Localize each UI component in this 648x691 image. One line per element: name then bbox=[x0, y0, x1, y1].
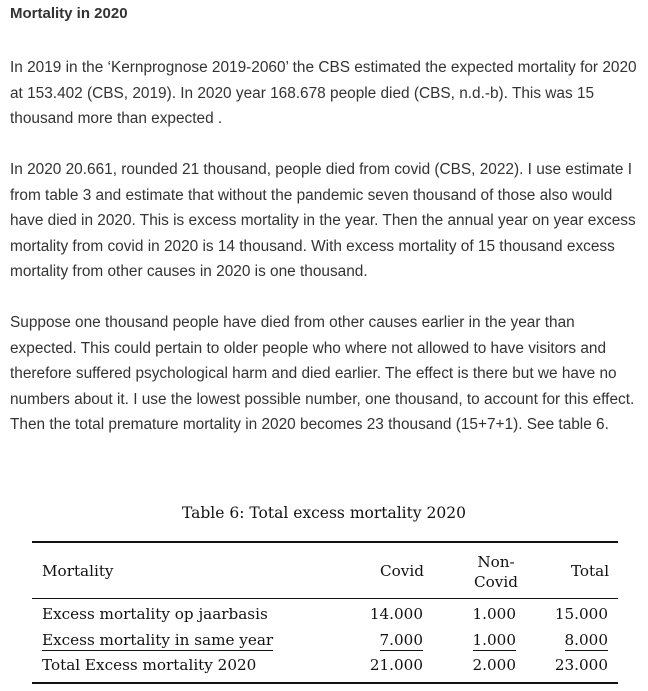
table-row bbox=[0, 656, 648, 678]
cell-total bbox=[528, 631, 608, 649]
row-label: Excess mortality op jaarbasis bbox=[42, 605, 268, 623]
table-caption-number: Table 6: bbox=[182, 504, 245, 522]
row-label bbox=[42, 631, 273, 649]
row-label-text: Excess mortality in same year bbox=[42, 631, 274, 649]
cell-covid bbox=[343, 631, 423, 649]
table-row bbox=[0, 631, 648, 653]
cell-covid: 21.000 bbox=[369, 656, 423, 674]
table-caption bbox=[0, 504, 648, 522]
header-non-covid bbox=[454, 552, 538, 592]
table-row bbox=[0, 605, 648, 627]
cell-non-covid bbox=[436, 631, 516, 649]
cell-total: 15.000 bbox=[554, 605, 608, 623]
header-non-covid-line2: Covid bbox=[474, 573, 518, 591]
table-caption-title: Total excess mortality 2020 bbox=[249, 504, 466, 522]
cell-non-covid-value: 1.000 bbox=[472, 631, 516, 649]
cell-non-covid: 2.000 bbox=[472, 656, 516, 674]
row-label: Total Excess mortality 2020 bbox=[42, 656, 257, 674]
cell-covid-value: 7.000 bbox=[379, 631, 423, 649]
table-header-rule bbox=[32, 598, 618, 599]
header-non-covid-line1: Non- bbox=[477, 553, 515, 571]
paragraph-covid-deaths: In 2020 20.661, rounded 21 thousand, people died from covid (CBS, 2022). I use estimate I from table 3 and estimate that without the pandemic seven thousand of those also would have died in 2020. This is excess mortality in the year. Then the annual year on year excess mortality from covid in 2020 is 14 thousand. With excess mortality of 15 thousand excess mortality from other causes in 2020 is one thousand. bbox=[10, 161, 636, 281]
cell-non-covid: 1.000 bbox=[472, 605, 516, 623]
cell-total-value: 8.000 bbox=[564, 631, 608, 649]
header-total: Total bbox=[570, 562, 610, 580]
cell-covid: 14.000 bbox=[369, 605, 423, 623]
table-top-rule bbox=[32, 541, 618, 543]
table-bottom-rule bbox=[32, 682, 618, 684]
section-heading: Mortality in 2020 bbox=[10, 5, 128, 22]
header-mortality: Mortality bbox=[42, 562, 114, 580]
paragraph-premature-mortality: Suppose one thousand people have died from other causes earlier in the year than expected. This could pertain to older people who where not allowed to have visitors and therefore suffered psychological harm and died earlier. The effect is there but we have no numbers about it. I use the lowest possible number, one thousand, to account for this effect. Then the total premature mortality in 2020 becomes 23 thousand (15+7+1). See table 6. bbox=[10, 314, 635, 434]
cell-total: 23.000 bbox=[554, 656, 608, 674]
header-covid: Covid bbox=[380, 562, 424, 580]
paragraph-expected-mortality: In 2019 in the ‘Kernprognose 2019-2060’ the CBS estimated the expected mortality for 2020 at 153.402 (CBS, 2019). In 2020 year 168.678 people died (CBS, n.d.-b). This was 15 thousand more than expected . bbox=[10, 59, 637, 128]
